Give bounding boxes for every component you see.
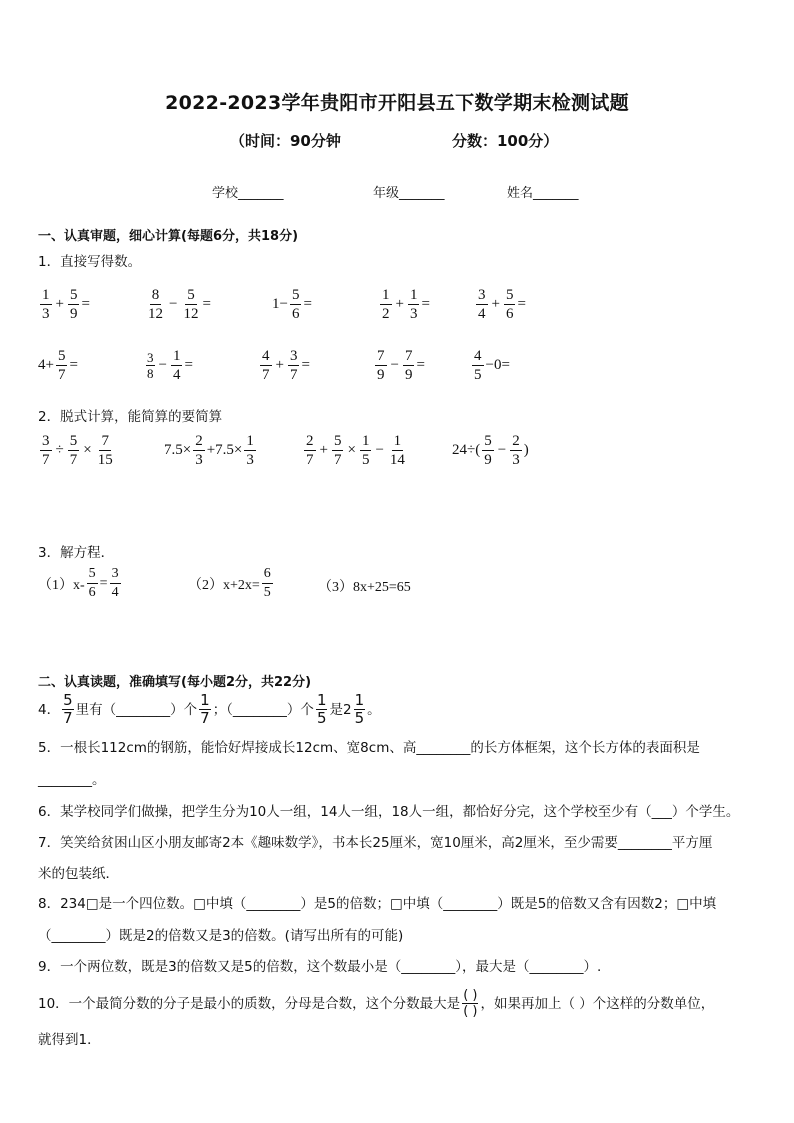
name-field: 姓名_______ [507, 186, 579, 201]
q1-r1-item-2: $\frac{8}{12}$ − $\frac{5}{12}$ = [148, 287, 211, 322]
q1-r2-item-1: 4+ $\frac{5}{7}$ = [38, 348, 78, 383]
q2-expr-2: 7.5× $\frac{2}{3}$ +7.5× $\frac{1}{3}$ [164, 433, 254, 468]
q1-r2-item-3: $\frac{4}{7}$ + $\frac{3}{7}$ = [262, 348, 310, 383]
q2-expr-4: 24÷( $\frac{5}{9}$ − $\frac{2}{3}$ ) [452, 433, 529, 468]
q6: 6．某学校同学们做操，把学生分为10人一组，14人一组，18人一组，都恰好分完，这个学校至少有（___）个学生。 [38, 804, 740, 820]
page-title: 2022-2023学年贵阳市开阳县五下数学期末检测试题 [165, 92, 629, 114]
q9: 9．一个两位数，既是3的倍数又是5的倍数，这个数最小是（________），最大是（________）. [38, 959, 602, 975]
q2-label: 2．脱式计算，能简算的要简算 [38, 409, 223, 425]
section-2-heading: 二、认真读题，准确填写(每小题2分，共22分) [38, 675, 312, 690]
q3-eq-2: （2）x+2x= $\frac{6}{5}$ [188, 566, 271, 600]
q7-line-1: 7．笑笑给贫困山区小朋友邮寄2本《趣味数学》，书本长25厘米，宽10厘米，高2厘米，至少需要________平方厘 [38, 835, 713, 851]
q1-r2-item-5: $\frac{4}{5}$ −0= [474, 348, 510, 383]
section-1-heading: 一、认真审题，细心计算(每题6分，共18分) [38, 229, 299, 244]
q4: 4． 5 7 里有（________）个 1 7 ；（________）个 1 5 是2 1 5 。 [38, 691, 381, 727]
q1-r1-item-3: 1− $\frac{5}{6}$ = [272, 287, 312, 322]
q2-expr-1: $\frac{3}{7}$ ÷ $\frac{5}{7}$ × $\frac{7}{15}$ [42, 433, 113, 468]
q3-eq-1: （1）x- $\frac{5}{6}$ = $\frac{3}{4}$ [38, 566, 119, 600]
q8-line-2: （________）既是2的倍数又是3的倍数。(请写出所有的可能) [38, 928, 404, 944]
q1-r1-item-4: $\frac{1}{2}$ + $\frac{1}{3}$ = [382, 287, 430, 322]
q10-line-1: 10．一个最简分数的分子是最小的质数，分母是合数，这个分数最大是 ( ) ( ) ，如果再加上（ ）个这样的分数单位， [38, 988, 715, 1019]
q1-r1-item-1: $\frac{1}{3}$ + $\frac{5}{9}$ = [42, 287, 90, 322]
q1-r2-item-4: $\frac{7}{9}$ − $\frac{7}{9}$ = [377, 348, 425, 383]
school-field: 学校_______ [212, 186, 284, 201]
q10-line-2: 就得到1． [38, 1032, 101, 1048]
q3-eq-3: （3）8x+25=65 [318, 580, 411, 595]
q5-line-2: ________。 [38, 772, 106, 788]
q7-line-2: 米的包装纸． [38, 866, 119, 882]
q2-expr-3: $\frac{2}{7}$ + $\frac{5}{7}$ × $\frac{1}{5}$ − $\frac{1}{14}$ [306, 433, 405, 468]
q3-label: 3．解方程． [38, 545, 115, 561]
grade-field: 年级_______ [373, 186, 445, 201]
q5-line-1: 5．一根长112cm的钢筋，能恰好焊接成长12cm、宽8cm、高________的长方体框架，这个长方体的表面积是 [38, 740, 700, 756]
exam-time: （时间：90分钟 [230, 132, 341, 150]
q8-line-1: 8．234□是一个四位数。□中填（________）是5的倍数；□中填（________）既是5的倍数又含有因数2；□中填 [38, 896, 717, 912]
q1-label: 1．直接写得数。 [38, 254, 142, 270]
exam-score: 分数：100分） [452, 132, 559, 150]
q1-r2-item-2: 3 8 − $\frac{1}{4}$ = [147, 348, 193, 383]
q1-r1-item-5: $\frac{3}{4}$ + $\frac{5}{6}$ = [478, 287, 526, 322]
